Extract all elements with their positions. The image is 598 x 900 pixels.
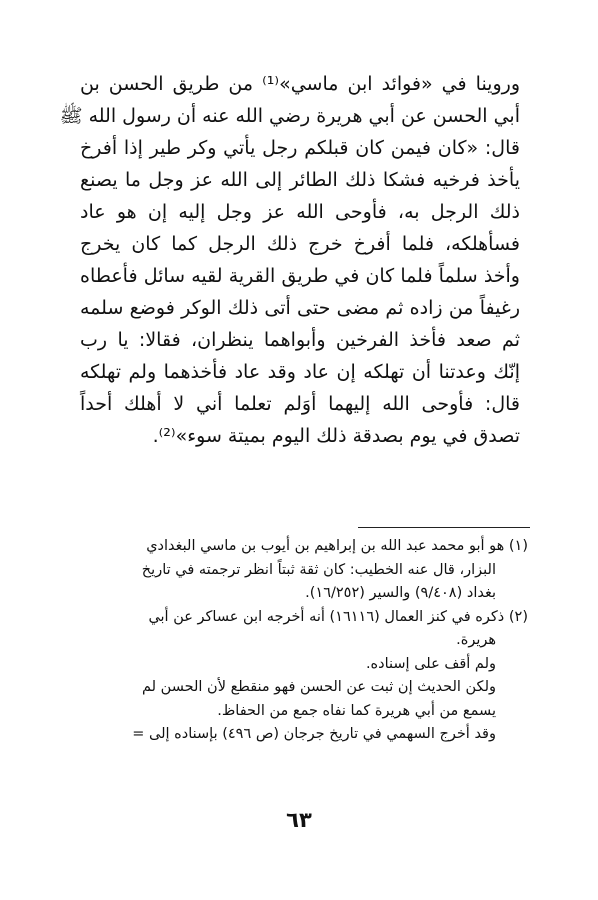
main-text-line: تصدق في يوم بصدقة ذلك اليوم بميتة سوء»⁽²⁾. — [152, 425, 520, 447]
footnote-line: هريرة. — [456, 632, 496, 648]
footnote-line: يسمع من أبي هريرة كما نفاه جمع من الحفاظ. — [217, 702, 496, 719]
footnote-line: ولم أقف على إسناده. — [365, 655, 496, 672]
footnote-line: (٢) ذكره في كنز العمال (١٦١١٦) أنه أخرجه ابن عساكر عن أبي — [148, 608, 528, 625]
main-text-line: يأخذ فرخيه فشكا ذلك الطائر إلى الله عز وجل ما يصنع — [80, 169, 520, 191]
footnote-divider — [358, 527, 530, 528]
main-text-line: قال: «كان فيمن كان قبلكم رجل يأتي وكر طير إذا أفرخ — [80, 137, 520, 159]
main-text-line: أبي الحسن عن أبي هريرة رضي الله عنه أن رسول الله ﷺ — [59, 105, 520, 127]
main-text-line: رغيفاً من زاده ثم مضى حتى أتى ذلك الوكر فوضع سلمه — [80, 297, 520, 319]
footnote-line: بغداد (٩/٤٠٨) والسير (١٦/٢٥٢). — [305, 585, 496, 601]
footnotes-block — [68, 535, 528, 747]
main-text-line: ثم صعد فأخذ الفرخين وأبواهما ينظران، فقالا: يا رب — [80, 329, 520, 351]
main-text-line: وروينا في «فوائد ابن ماسي»⁽¹⁾ من طريق الحسن بن — [80, 73, 520, 95]
page-number: ٦٣ — [286, 808, 312, 832]
footnote-line: البزار، قال عنه الخطيب: كان ثقة ثبتاً انظر ترجمته في تاريخ — [141, 561, 496, 578]
footnote-line: وقد أخرج السهمي في تاريخ جرجان (ص ٤٩٦) بإسناده إلى = — [132, 726, 496, 742]
main-text-line: قال: فأوحى الله إليهما أوَلم تعلما أني لا أهلك أحداً — [80, 393, 520, 415]
footnote-line: ولكن الحديث إن ثبت عن الحسن فهو منقطع لأن الحسن لم — [141, 679, 496, 695]
main-text-block — [59, 68, 520, 452]
main-text-line: ذلك الرجل به، فأوحى الله عز وجل إليه إن هو عاد — [80, 201, 520, 223]
main-text-line: فسأهلكه، فلما أفرخ خرج ذلك الرجل كما كان يخرج — [80, 233, 520, 255]
main-text-line: إنّك وعدتنا أن تهلكه إن عاد وقد عاد فأخذهما ولم تهلكه — [80, 361, 520, 383]
footnote-line: (١) هو أبو محمد عبد الله بن إبراهيم بن أيوب بن ماسي البغدادي — [146, 538, 528, 554]
main-text-line: وأخذ سلماً فلما كان في طريق القرية لقيه سائل فأعطاه — [80, 265, 520, 287]
